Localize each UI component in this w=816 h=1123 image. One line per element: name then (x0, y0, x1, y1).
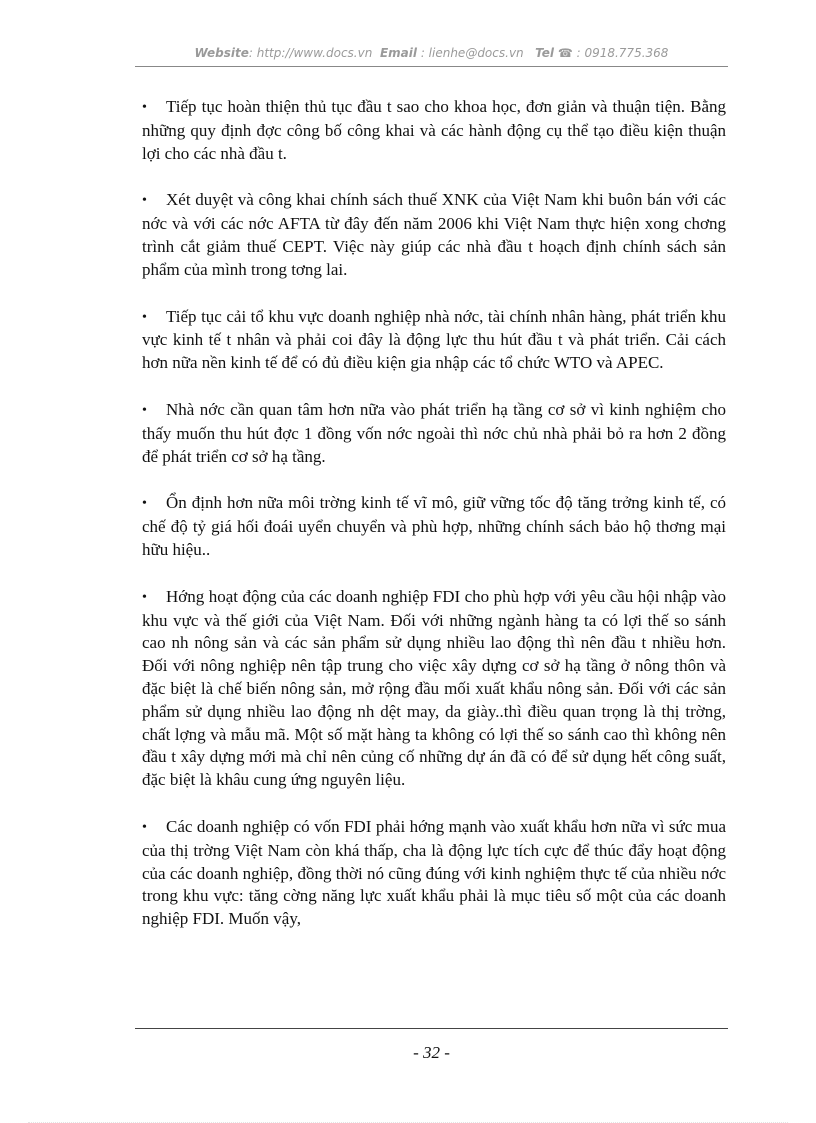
bullet-paragraph (142, 816, 726, 931)
bullet-icon: • (142, 309, 147, 325)
page-number: - 32 - (413, 1043, 450, 1062)
page-header (135, 46, 728, 60)
bullet-icon: • (142, 496, 147, 512)
bullet-icon: • (142, 193, 147, 209)
paragraph-text: Tiếp tục cải tổ khu vực doanh nghiệp nhà nớc, tài chính nhân hàng, phát triển khu vực kinh tế t nhân và phải coi đây là động lực thu hút đầu t và phát triển. Cải cách hơn nữa nền kinh tế để có đủ điều kiện gia nhập các tổ chức WTO và APEC. (142, 306, 726, 373)
bullet-icon: • (142, 589, 147, 605)
bullet-icon: • (142, 100, 147, 115)
tel-label: Tel (535, 46, 554, 60)
header-divider (135, 66, 728, 67)
paragraph-text: Xét duyệt và công khai chính sách thuế XNK của Việt Nam khi buôn bán với các nớc và với các nớc AFTA từ đây đến năm 2006 khi Việt Nam thực hiện xong chơng trình cắt giảm thuế CEPT. Việc này giúp các nhà đầu t hoạch định chính sách sản phẩm của mình trong tơng lai. (142, 190, 726, 279)
website-value: : http://www.docs.vn (248, 46, 373, 60)
bullet-paragraph (142, 492, 726, 561)
paragraph-text: Nhà nớc cần quan tâm hơn nữa vào phát triển hạ tầng cơ sở vì kinh nghiệm cho thấy muốn thu hút đợc 1 đồng vốn nớc ngoài thì nớc chủ nhà phải bỏ ra hơn 2 đồng để phát triển cơ sở hạ tầng. (142, 399, 726, 466)
website-label: Website (194, 46, 249, 60)
bullet-paragraph (142, 306, 726, 375)
bullet-icon: • (142, 819, 147, 835)
bullet-paragraph (142, 189, 726, 281)
paragraph-text: Các doanh nghiệp có vốn FDI phải hớng mạnh vào xuất khẩu hơn nữa vì sức mua của thị trờng Việt Nam còn khá thấp, cha là động lực tích cực để thúc đẩy hoạt động của các doanh nghiệp, đồng thời nó cũng đúng với kinh nghiệm thực tế của nhiều nớc trong khu vực: tăng cờng năng lực xuất khẩu phải là mục tiêu số một của các doanh nghiệp FDI. Muốn vậy, (142, 816, 726, 929)
page-body (142, 96, 726, 955)
bullet-icon: • (142, 402, 147, 418)
bullet-paragraph (142, 586, 726, 792)
footer-divider (135, 1028, 728, 1029)
email-label: Email (379, 46, 417, 60)
bullet-paragraph (142, 96, 726, 165)
paragraph-text: Ổn định hơn nữa môi trờng kinh tế vĩ mô, giữ vững tốc độ tăng trởng kinh tế, có chế độ tỷ giá hối đoái uyển chuyển và phù hợp, những chính sách bảo hộ thơng mại hữu hiệu.. (142, 493, 726, 559)
tel-value: ☎ : 0918.775.368 (557, 46, 669, 60)
bullet-paragraph (142, 399, 726, 468)
paragraph-text: Tiếp tục hoàn thiện thủ tục đầu t sao cho khoa học, đơn giản và thuận tiện. Bằng những quy định đợc công bố công khai và các hành động cụ thể tạo điều kiện thuận lợi cho các nhà đầu t. (142, 97, 726, 163)
paragraph-text: Hớng hoạt động của các doanh nghiệp FDI cho phù hợp với yêu cầu hội nhập vào khu vực và thế giới của Việt Nam. Đối với những ngành hàng ta có lợi thế so sánh cao nh nông sản và các sản phẩm sử dụng nhiều lao động thì nên đầu t nhiều hơn. Đối với nông nghiệp nên tập trung cho việc xây dựng cơ sở hạ tầng ở nông thôn và đặc biệt là chế biến nông sản, mở rộng đầu mối xuất khẩu nông sản. Đối với các sản phẩm sử dụng nhiều lao động nh dệt may, da giày..thì điều quan trọng là thị trờng, chất lợng và mẫu mã. Một số mặt hàng ta không có lợi thế so sánh cao thì không nên đầu t xây dựng mới mà chỉ nên củng cố những dự án đã có để sử dụng hết công suất, đặc biệt là khâu cung ứng nguyên liệu. (142, 586, 726, 790)
email-value: : lienhe@docs.vn (417, 46, 524, 60)
